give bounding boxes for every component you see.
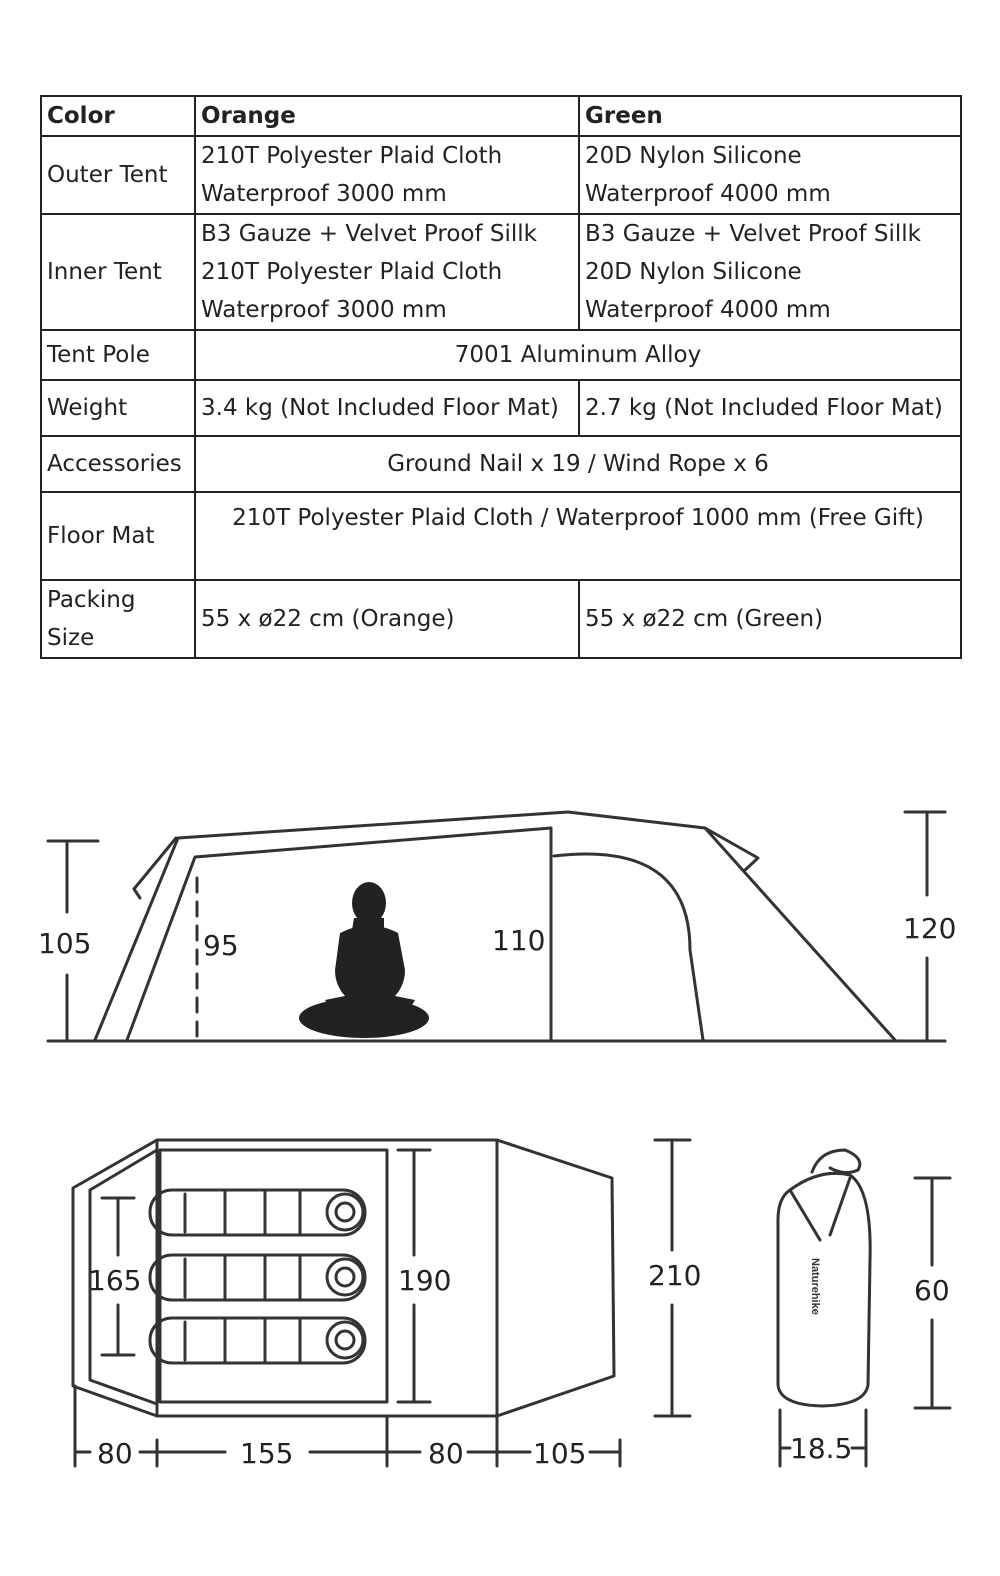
- header-color: Color: [41, 96, 195, 136]
- cell-line: B3 Gauze + Velvet Proof Sillk: [585, 221, 921, 247]
- cell-line: Waterproof 3000 mm: [201, 297, 447, 323]
- tent-pole-value: 7001 Aluminum Alloy: [195, 330, 961, 380]
- cell-line: Waterproof 3000 mm: [201, 181, 447, 207]
- pack-bag: [778, 1150, 950, 1466]
- dim-height-inner-left: 95: [203, 929, 239, 962]
- packing-size-orange: 55 x ø22 cm (Orange): [195, 580, 579, 658]
- dim-width-inner: 165: [88, 1264, 142, 1297]
- cell-line: B3 Gauze + Velvet Proof Sillk: [201, 221, 537, 247]
- dim-bag-height: 60: [914, 1274, 950, 1307]
- packing-size-green: 55 x ø22 cm (Green): [579, 580, 961, 658]
- cell-line: 210T Polyester Plaid Cloth: [201, 259, 503, 285]
- dim-length-1: 80: [97, 1437, 133, 1470]
- accessories-value: Ground Nail x 19 / Wind Rope x 6: [195, 436, 961, 492]
- row-label-tent-pole: Tent Pole: [41, 330, 195, 380]
- cell-line: 20D Nylon Silicone: [585, 143, 802, 169]
- header-green: Green: [579, 96, 961, 136]
- cell-line: Waterproof 4000 mm: [585, 297, 831, 323]
- cell-line: Waterproof 4000 mm: [585, 181, 831, 207]
- dim-width-mid: 190: [398, 1264, 452, 1297]
- cell-line: 20D Nylon Silicone: [585, 259, 802, 285]
- floor-mat-value: 210T Polyester Plaid Cloth / Waterproof 1000 mm (Free Gift): [195, 492, 961, 580]
- weight-green: 2.7 kg (Not Included Floor Mat): [579, 380, 961, 436]
- row-label-accessories: Accessories: [41, 436, 195, 492]
- dim-height-left: 105: [38, 927, 92, 960]
- row-label-outer-tent: Outer Tent: [41, 136, 195, 214]
- dim-height-inner-right: 110: [492, 924, 546, 957]
- dim-length-2: 155: [240, 1437, 294, 1470]
- dim-length-3: 80: [428, 1437, 464, 1470]
- sleeping-bags: [150, 1190, 365, 1363]
- dim-width-outer: 210: [648, 1259, 702, 1292]
- tent-top-view: [73, 1140, 690, 1466]
- row-label-floor-mat: Floor Mat: [41, 492, 195, 580]
- row-label-packing-size: Packing Size: [41, 580, 195, 658]
- person-silhouette: [299, 882, 429, 1038]
- row-label-weight: Weight: [41, 380, 195, 436]
- dim-height-right: 120: [903, 912, 957, 945]
- dim-length-4: 105: [533, 1437, 587, 1470]
- brand-logo-text: Naturehike: [809, 1258, 821, 1315]
- cell-line: 210T Polyester Plaid Cloth: [201, 143, 503, 169]
- header-orange: Orange: [195, 96, 579, 136]
- row-label-inner-tent: Inner Tent: [41, 214, 195, 330]
- weight-orange: 3.4 kg (Not Included Floor Mat): [195, 380, 579, 436]
- dim-bag-width: 18.5: [790, 1432, 853, 1465]
